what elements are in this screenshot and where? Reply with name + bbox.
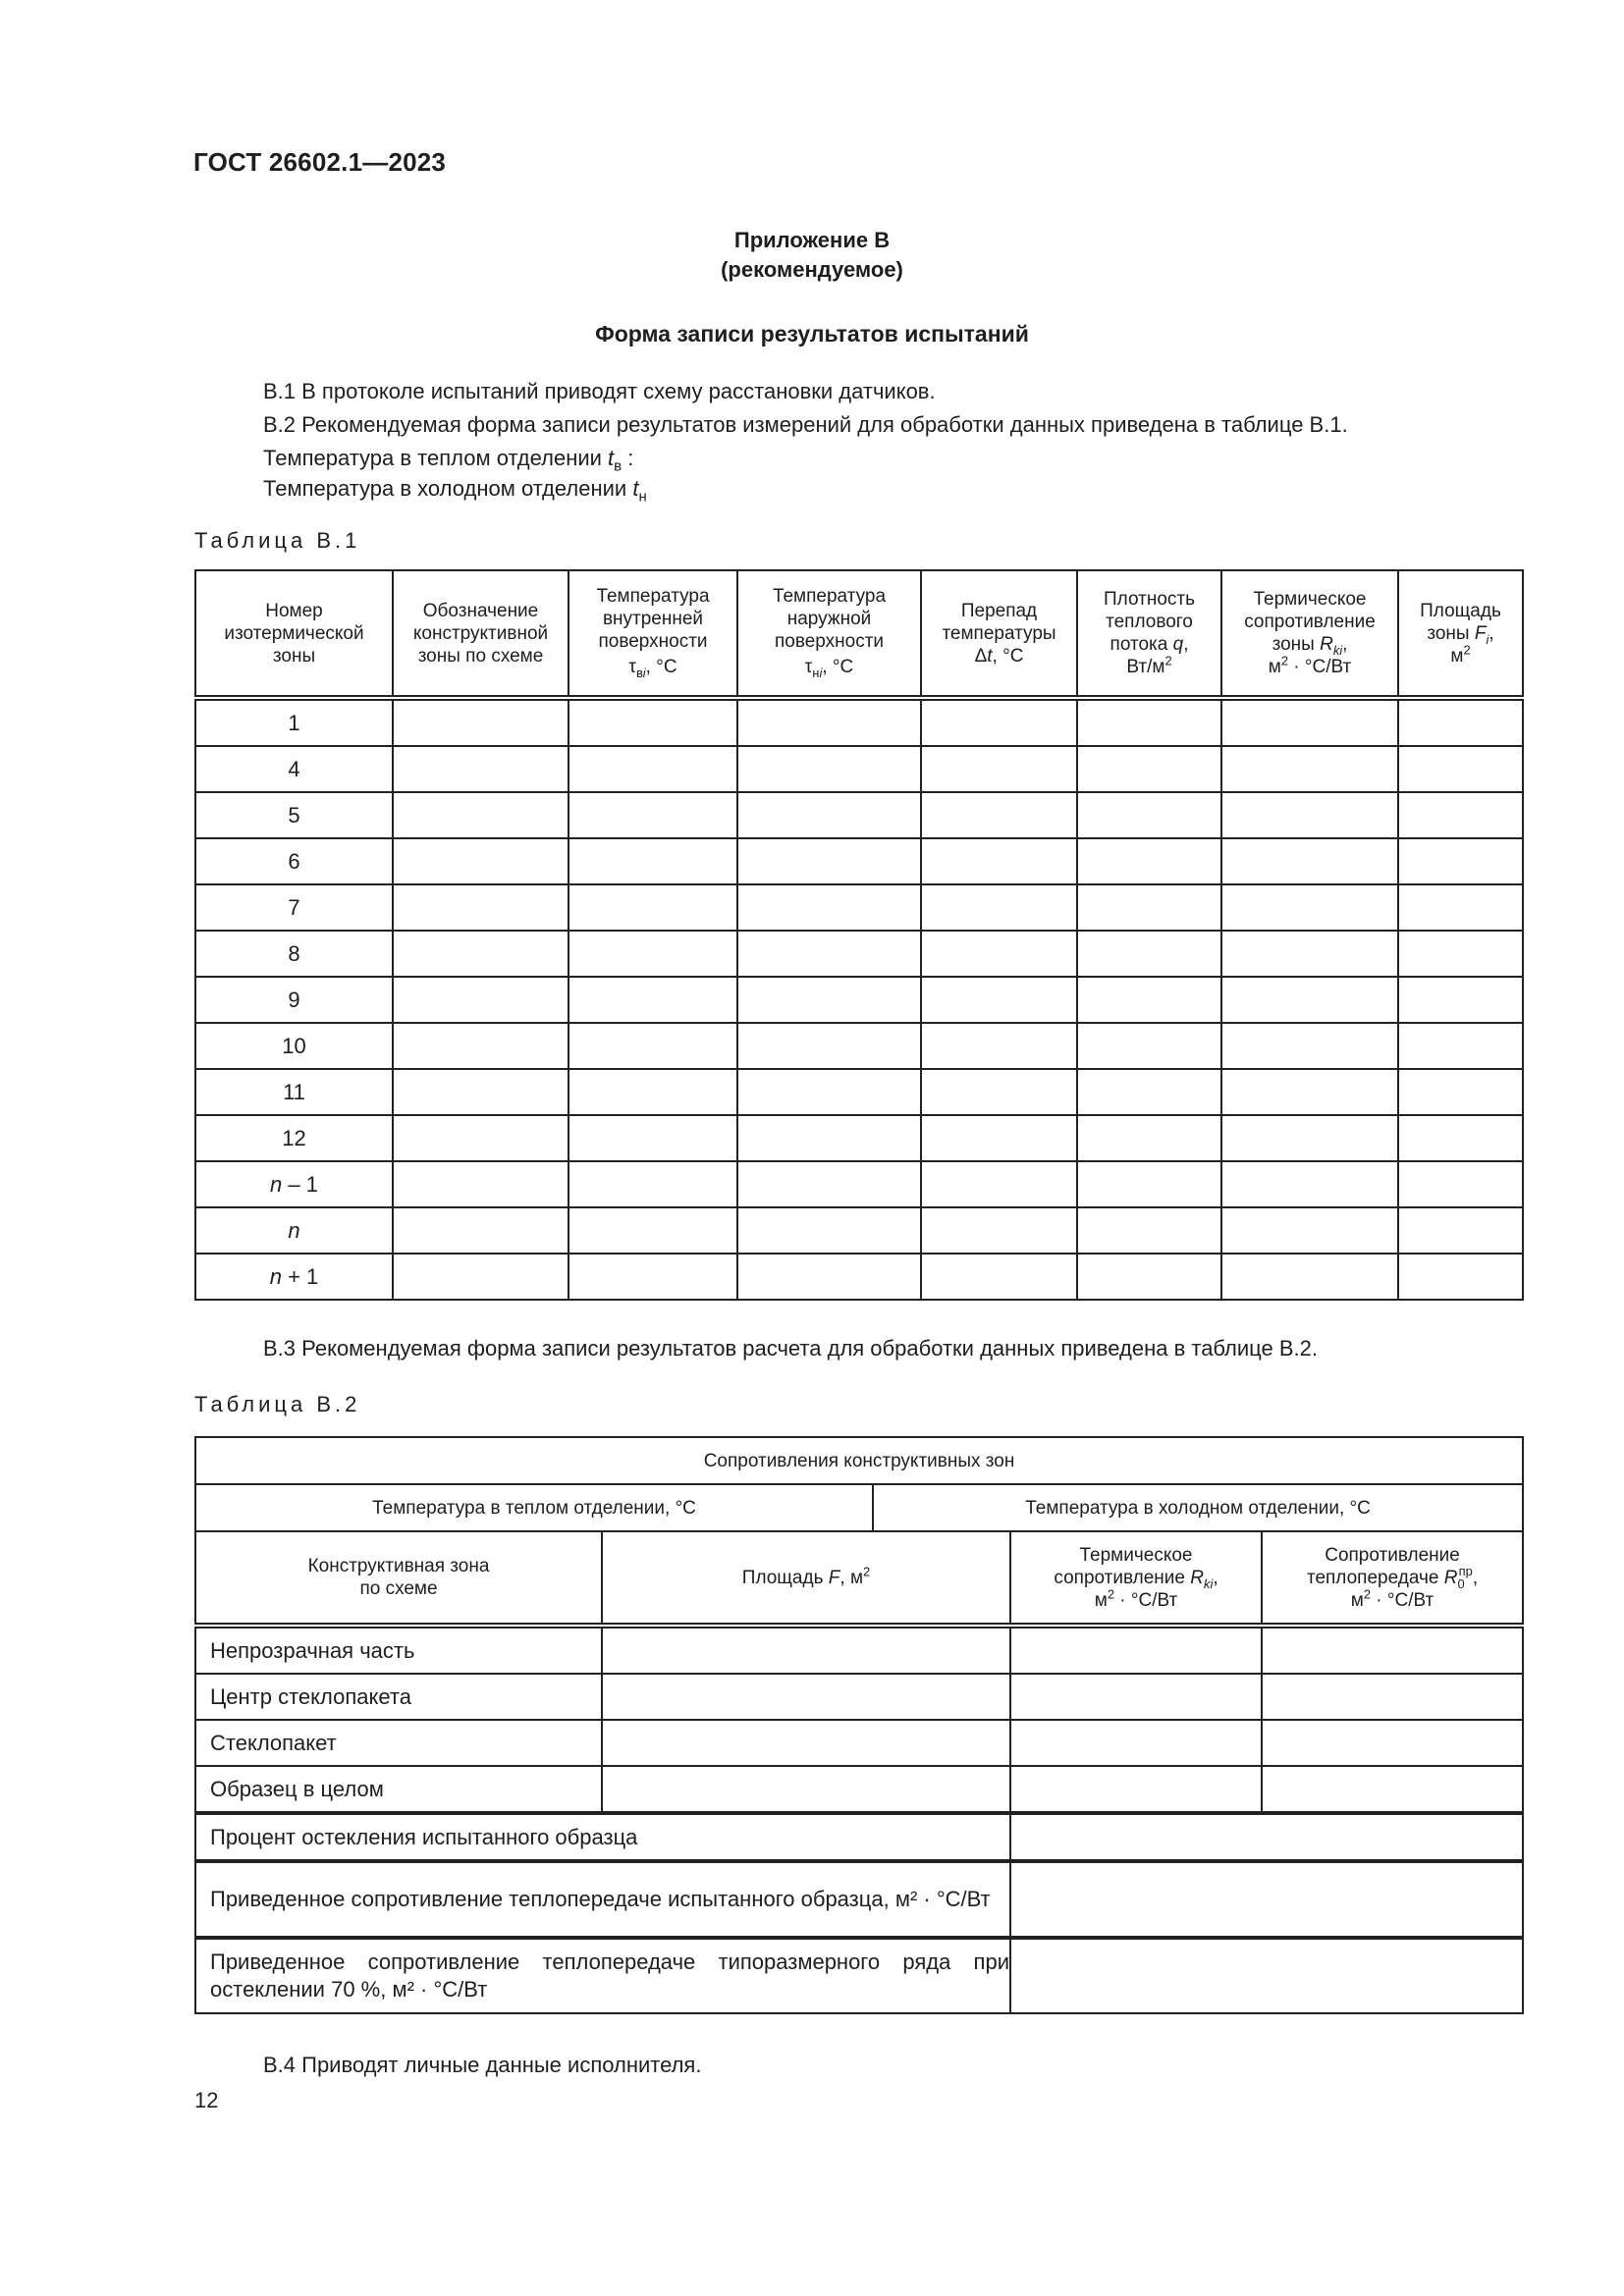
data-cell[interactable] bbox=[1398, 884, 1523, 931]
table-row bbox=[195, 1023, 1523, 1069]
zone-number-cell: n + 1 bbox=[195, 1254, 393, 1300]
table-row bbox=[195, 1069, 1523, 1115]
data-cell[interactable] bbox=[1221, 698, 1398, 746]
table-row: Непрозрачная часть bbox=[195, 1626, 1523, 1674]
zone-number-cell: 6 bbox=[195, 838, 393, 884]
data-cell[interactable] bbox=[1077, 792, 1221, 838]
data-cell[interactable] bbox=[1077, 1254, 1221, 1300]
data-cell[interactable] bbox=[568, 1207, 737, 1254]
data-cell[interactable] bbox=[393, 792, 568, 838]
zone-number-cell: 9 bbox=[195, 977, 393, 1023]
table-b1 bbox=[194, 569, 1524, 1301]
table-row bbox=[195, 1207, 1523, 1254]
appendix-title: Приложение В bbox=[733, 228, 891, 252]
cell-value[interactable] bbox=[1010, 1813, 1523, 1861]
zone-number-cell: 8 bbox=[195, 931, 393, 977]
table-row bbox=[195, 792, 1523, 838]
data-cell[interactable] bbox=[568, 1254, 737, 1300]
data-cell[interactable] bbox=[1077, 931, 1221, 977]
cell-resistance[interactable] bbox=[1262, 1766, 1523, 1813]
data-cell[interactable] bbox=[568, 977, 737, 1023]
data-cell[interactable] bbox=[1398, 1023, 1523, 1069]
data-cell[interactable] bbox=[921, 792, 1077, 838]
data-cell[interactable] bbox=[1221, 1115, 1398, 1161]
data-cell[interactable] bbox=[568, 838, 737, 884]
data-cell[interactable] bbox=[921, 1023, 1077, 1069]
table-row bbox=[195, 977, 1523, 1023]
data-cell[interactable] bbox=[737, 1161, 921, 1207]
col-constructive-zone: Конструктивная зона по схеме bbox=[195, 1531, 602, 1626]
appendix-subtitle: (рекомендуемое) bbox=[721, 257, 903, 282]
col-inner-surface-temp: Температура внутренней поверхности $\tau_{вi}$, °С bbox=[568, 570, 737, 698]
cell-area[interactable] bbox=[602, 1626, 1010, 1674]
table-row: Стеклопакет bbox=[195, 1720, 1523, 1766]
data-cell[interactable] bbox=[393, 698, 568, 746]
warm-temp-symbol: t bbox=[608, 446, 615, 470]
form-title: Форма записи результатов испытаний bbox=[595, 321, 1029, 347]
cell-thermal[interactable] bbox=[1010, 1674, 1262, 1720]
data-cell[interactable] bbox=[1077, 838, 1221, 884]
data-cell[interactable] bbox=[1398, 1254, 1523, 1300]
cell-area[interactable] bbox=[602, 1720, 1010, 1766]
data-cell[interactable] bbox=[568, 931, 737, 977]
col-temperature-difference: Перепад температуры Δt, °С bbox=[921, 570, 1077, 698]
data-cell[interactable] bbox=[737, 792, 921, 838]
summary-row-standard-series: Приведенное сопротивление теплопередаче типоразмерного ряда при остеклении 70 %, м² · °С/Вт bbox=[195, 1938, 1523, 2013]
table2-title-row bbox=[195, 1437, 1523, 1484]
col-thermal-resistance-2: Термическое сопротивление $R_{ki}$, $м^2 \cdot ^\circ С/Вт$ bbox=[1010, 1531, 1262, 1626]
table-row bbox=[195, 1161, 1523, 1207]
data-cell[interactable] bbox=[737, 838, 921, 884]
warm-compartment-header: Температура в теплом отделении, °С bbox=[195, 1484, 873, 1531]
data-cell[interactable] bbox=[1398, 1069, 1523, 1115]
data-cell[interactable] bbox=[1221, 746, 1398, 792]
cell-thermal[interactable] bbox=[1010, 1626, 1262, 1674]
table-row: Образец в целом bbox=[195, 1766, 1523, 1813]
data-cell[interactable] bbox=[393, 1069, 568, 1115]
data-cell[interactable] bbox=[921, 931, 1077, 977]
data-cell[interactable] bbox=[737, 931, 921, 977]
zone-number-cell: 10 bbox=[195, 1023, 393, 1069]
cold-compartment-header: Температура в холодном отделении, °С bbox=[873, 1484, 1523, 1531]
data-cell[interactable] bbox=[393, 1115, 568, 1161]
table-b2 bbox=[194, 1436, 1524, 2014]
cell-thermal[interactable] bbox=[1010, 1720, 1262, 1766]
table2-caption: Таблица В.2 bbox=[194, 1392, 361, 1416]
table-row bbox=[195, 746, 1523, 792]
col-zone-designation: Обозначение конструктивной зоны по схеме bbox=[393, 570, 568, 698]
table-row bbox=[195, 884, 1523, 931]
data-cell[interactable] bbox=[737, 1115, 921, 1161]
table-row bbox=[195, 931, 1523, 977]
data-cell[interactable] bbox=[1077, 1161, 1221, 1207]
col-thermal-resistance: Термическое сопротивление зоны $R_{ki}$, $м^2 \cdot ^\circ С/Вт$ bbox=[1221, 570, 1398, 698]
zone-number-cell: 11 bbox=[195, 1069, 393, 1115]
paragraph-b3: В.3 Рекомендуемая форма записи результатов расчета для обработки данных приведена в таблице В.2. bbox=[263, 1336, 1319, 1361]
paragraph-b4: В.4 Приводят личные данные исполнителя. bbox=[263, 2053, 702, 2077]
zone-number-cell: 7 bbox=[195, 884, 393, 931]
col-zone-area: Площадь зоны $F_i$, $м^2$ bbox=[1398, 570, 1523, 698]
zone-number-cell: 1 bbox=[195, 698, 393, 746]
data-cell[interactable] bbox=[568, 792, 737, 838]
col-area: Площадь F, $м^2$ bbox=[602, 1531, 1010, 1626]
table-row: Центр стеклопакета bbox=[195, 1674, 1523, 1720]
data-cell[interactable] bbox=[921, 838, 1077, 884]
zone-number-cell: 4 bbox=[195, 746, 393, 792]
data-cell[interactable] bbox=[1077, 1207, 1221, 1254]
data-cell[interactable] bbox=[1077, 1115, 1221, 1161]
data-cell[interactable] bbox=[1221, 1207, 1398, 1254]
data-cell[interactable] bbox=[1221, 931, 1398, 977]
data-cell[interactable] bbox=[1077, 746, 1221, 792]
cold-temperature-line bbox=[263, 475, 647, 506]
data-cell[interactable] bbox=[393, 1161, 568, 1207]
data-cell[interactable] bbox=[737, 977, 921, 1023]
zone-number-cell: n – 1 bbox=[195, 1161, 393, 1207]
table1-caption: Таблица В.1 bbox=[194, 528, 361, 553]
cold-temp-subscript: н bbox=[638, 488, 647, 506]
data-cell[interactable] bbox=[1398, 746, 1523, 792]
table2-temperature-row bbox=[195, 1484, 1523, 1531]
table-row bbox=[195, 1115, 1523, 1161]
cold-temp-symbol: t bbox=[632, 476, 639, 501]
table2-column-header-row bbox=[195, 1531, 1523, 1626]
warm-temp-label: Температура в теплом отделении bbox=[263, 446, 609, 470]
data-cell[interactable] bbox=[393, 746, 568, 792]
data-cell[interactable] bbox=[921, 1161, 1077, 1207]
data-cell[interactable] bbox=[1221, 1161, 1398, 1207]
data-cell[interactable] bbox=[1221, 977, 1398, 1023]
summary-row-tested-sample: Приведенное сопротивление теплопередаче испытанного образца, м² · °С/Вт bbox=[195, 1861, 1523, 1938]
table-row bbox=[195, 1254, 1523, 1300]
data-cell[interactable] bbox=[1221, 884, 1398, 931]
data-cell[interactable] bbox=[737, 1254, 921, 1300]
data-cell[interactable] bbox=[1398, 977, 1523, 1023]
col-outer-surface-temp: Температура наружной поверхности $\tau_{нi}$, °С bbox=[737, 570, 921, 698]
data-cell[interactable] bbox=[921, 1207, 1077, 1254]
data-cell[interactable] bbox=[393, 1207, 568, 1254]
paragraph-b2: В.2 Рекомендуемая форма записи результатов измерений для обработки данных приведена в таблице В.1. bbox=[263, 412, 1348, 437]
data-cell[interactable] bbox=[1077, 1069, 1221, 1115]
data-cell[interactable] bbox=[1077, 1023, 1221, 1069]
data-cell[interactable] bbox=[1221, 838, 1398, 884]
cell-value[interactable] bbox=[1010, 1861, 1523, 1938]
col-heat-flux-density: Плотность теплового потока q, $Вт/м^2$ bbox=[1077, 570, 1221, 698]
data-cell[interactable] bbox=[1221, 792, 1398, 838]
data-cell[interactable] bbox=[568, 698, 737, 746]
data-cell[interactable] bbox=[568, 1161, 737, 1207]
data-cell[interactable] bbox=[1221, 1069, 1398, 1115]
data-cell[interactable] bbox=[1398, 698, 1523, 746]
zone-number-cell: 5 bbox=[195, 792, 393, 838]
data-cell[interactable] bbox=[568, 1023, 737, 1069]
col-zone-number: Номер изотермической зоны bbox=[195, 570, 393, 698]
data-cell[interactable] bbox=[1077, 884, 1221, 931]
zone-number-cell: 12 bbox=[195, 1115, 393, 1161]
data-cell[interactable] bbox=[921, 977, 1077, 1023]
data-cell[interactable] bbox=[737, 746, 921, 792]
cell-value[interactable] bbox=[1010, 1938, 1523, 2013]
data-cell[interactable] bbox=[921, 1254, 1077, 1300]
page-number: 12 bbox=[194, 2088, 219, 2112]
data-cell[interactable] bbox=[393, 931, 568, 977]
data-cell[interactable] bbox=[1398, 931, 1523, 977]
col-heat-transfer-resistance: Сопротивление теплопередаче $R_0^{пр}$, $м^2 \cdot ^\circ С/Вт$ bbox=[1262, 1531, 1523, 1626]
data-cell[interactable] bbox=[921, 698, 1077, 746]
data-cell[interactable] bbox=[1398, 1207, 1523, 1254]
data-cell[interactable] bbox=[1077, 698, 1221, 746]
data-cell[interactable] bbox=[1398, 792, 1523, 838]
cell-resistance[interactable] bbox=[1262, 1720, 1523, 1766]
cell-resistance[interactable] bbox=[1262, 1626, 1523, 1674]
data-cell[interactable] bbox=[393, 884, 568, 931]
summary-row-glazing-percent: Процент остекления испытанного образца bbox=[195, 1813, 1523, 1861]
data-cell[interactable] bbox=[737, 698, 921, 746]
cell-resistance[interactable] bbox=[1262, 1674, 1523, 1720]
data-cell[interactable] bbox=[568, 1115, 737, 1161]
table-row bbox=[195, 698, 1523, 746]
cell-area[interactable] bbox=[602, 1766, 1010, 1813]
data-cell[interactable] bbox=[921, 1115, 1077, 1161]
data-cell[interactable] bbox=[1221, 1023, 1398, 1069]
table1-header-row bbox=[195, 570, 1523, 698]
warm-temperature-line bbox=[263, 445, 634, 475]
cell-area[interactable] bbox=[602, 1674, 1010, 1720]
data-cell[interactable] bbox=[393, 838, 568, 884]
paragraph-b1: В.1 В протоколе испытаний приводят схему расстановки датчиков. bbox=[263, 379, 936, 403]
cold-temp-label: Температура в холодном отделении bbox=[263, 476, 633, 501]
data-cell[interactable] bbox=[1398, 1115, 1523, 1161]
data-cell[interactable] bbox=[921, 746, 1077, 792]
data-cell[interactable] bbox=[737, 1023, 921, 1069]
zone-number-cell: n bbox=[195, 1207, 393, 1254]
data-cell[interactable] bbox=[1398, 838, 1523, 884]
data-cell[interactable] bbox=[393, 977, 568, 1023]
data-cell[interactable] bbox=[737, 1207, 921, 1254]
table-row bbox=[195, 838, 1523, 884]
warm-temp-subscript: в bbox=[614, 457, 623, 475]
data-cell[interactable] bbox=[393, 1023, 568, 1069]
data-cell[interactable] bbox=[1077, 977, 1221, 1023]
data-cell[interactable] bbox=[568, 884, 737, 931]
data-cell[interactable] bbox=[1221, 1254, 1398, 1300]
data-cell[interactable] bbox=[568, 746, 737, 792]
data-cell[interactable] bbox=[921, 1069, 1077, 1115]
data-cell[interactable] bbox=[737, 1069, 921, 1115]
data-cell[interactable] bbox=[568, 1069, 737, 1115]
table2-title: Сопротивления конструктивных зон bbox=[195, 1437, 1523, 1484]
document-code: ГОСТ 26602.1—2023 bbox=[193, 147, 447, 177]
cell-thermal[interactable] bbox=[1010, 1766, 1262, 1813]
warm-temp-colon: : bbox=[622, 446, 634, 470]
data-cell[interactable] bbox=[393, 1254, 568, 1300]
data-cell[interactable] bbox=[737, 884, 921, 931]
data-cell[interactable] bbox=[921, 884, 1077, 931]
data-cell[interactable] bbox=[1398, 1161, 1523, 1207]
